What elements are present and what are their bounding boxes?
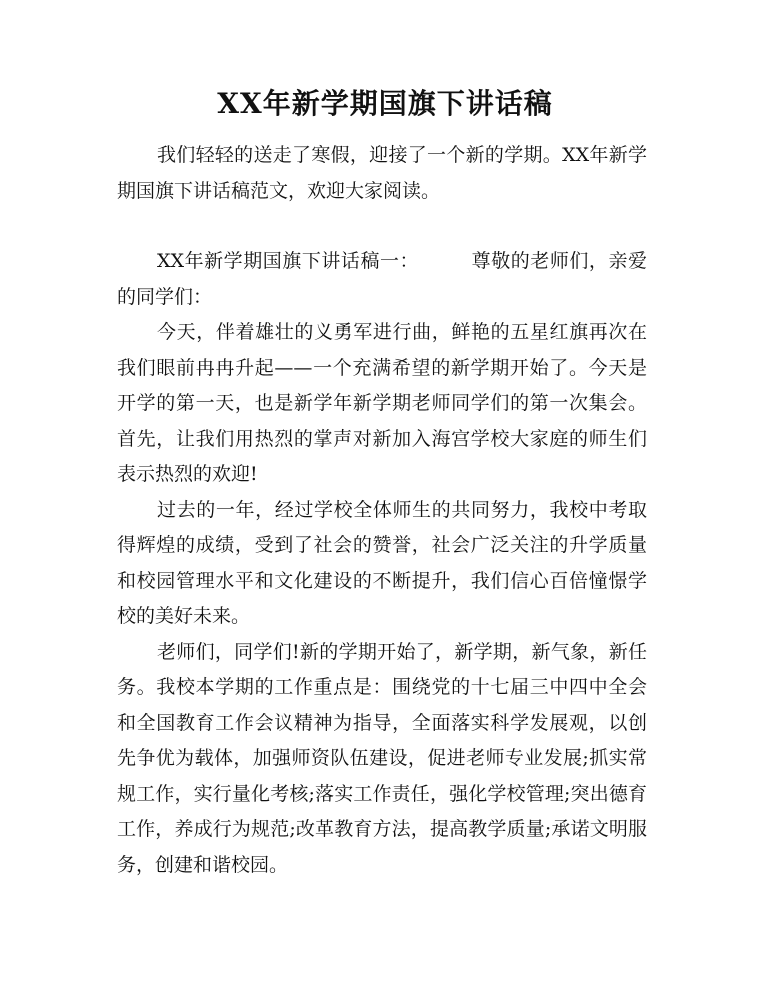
document-title: XX年新学期国旗下讲话稿 [217, 87, 553, 120]
speech-paragraph: 过去的一年，经过学校全体师生的共同努力，我校中考取得辉煌的成绩，受到了社会的赞誉，社会广泛关注的升学质量和校园管理水平和文化建设的不断提升，我们信心百倍憧憬学校的美好未来。 [117, 498, 647, 627]
intro-paragraph: 我们轻轻的送走了寒假，迎接了一个新的学期。XX年新学期国旗下讲话稿范文，欢迎大家阅读。 [117, 144, 647, 202]
document-body [117, 138, 647, 883]
salutation: 尊敬的老师们，亲爱的同学们： [117, 250, 647, 308]
speech-paragraph: 今天，伴着雄壮的义勇军进行曲，鲜艳的五星红旗再次在我们眼前冉冉升起——一个充满希望的新学期开始了。今天是开学的第一天，也是新学年新学期老师同学们的第一次集会。首先，让我们用热烈的掌声对新加入海宫学校大家庭的师生们表示热烈的欢迎! [117, 321, 647, 485]
speech-label: XX年新学期国旗下讲话稿一： [157, 250, 420, 272]
speech-heading-paragraph [117, 244, 647, 315]
paragraph-spacer [117, 209, 647, 244]
speech-paragraph: 老师们，同学们!新的学期开始了，新学期，新气象，新任务。我校本学期的工作重点是：围绕党的十七届三中四中全会和全国教育工作会议精神为指导，全面落实科学发展观，以创先争优为载体，加强师资队伍建设，促进老师专业发展;抓实常规工作，实行量化考核;落实工作责任，强化学校管理;突出德育工作，养成行为规范;改革教育方法，提高教学质量;承诺文明服务，创建和谐校园。 [117, 640, 647, 876]
